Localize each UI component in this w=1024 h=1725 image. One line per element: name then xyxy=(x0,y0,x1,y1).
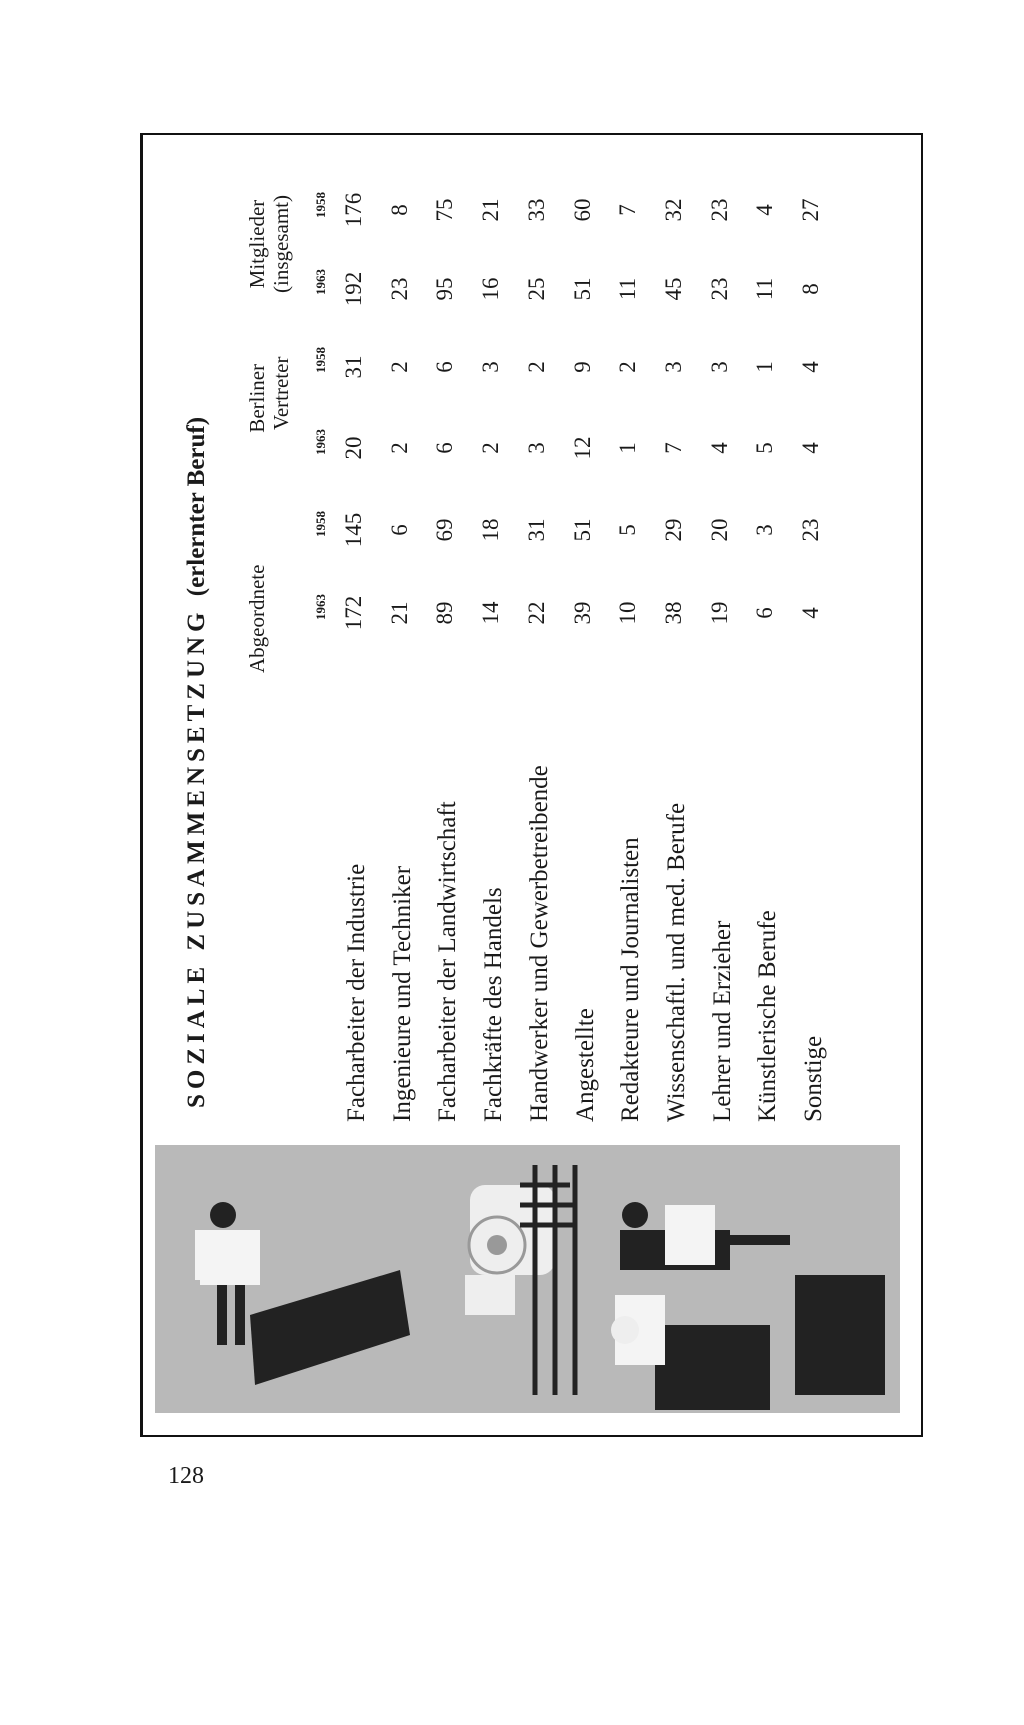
year-3: 1963 xyxy=(313,429,328,455)
row-value: 31 xyxy=(523,518,549,542)
group-line2: (insgesamt) xyxy=(269,195,293,293)
row-value: 2 xyxy=(523,361,549,373)
row-value: 6 xyxy=(386,524,412,536)
year-1: 1963 xyxy=(313,594,328,620)
row-value: 51 xyxy=(569,277,595,301)
row-value: 33 xyxy=(523,198,549,222)
row-value: 45 xyxy=(660,277,686,301)
row-label: Wissenschaftl. und med. Berufe xyxy=(662,802,690,1122)
row-value: 6 xyxy=(432,442,458,454)
group-berliner xyxy=(245,357,293,440)
row-value: 3 xyxy=(523,442,549,454)
row-value: 51 xyxy=(569,518,595,542)
group-mitglieder xyxy=(245,195,293,293)
row-value: 7 xyxy=(660,442,686,454)
row-value: 27 xyxy=(798,198,823,222)
row-value: 4 xyxy=(706,442,732,454)
row-value: 22 xyxy=(523,601,549,625)
row-label: Facharbeiter der Industrie xyxy=(343,863,370,1122)
group-line1: Mitglieder xyxy=(245,199,269,289)
row-value: 89 xyxy=(432,601,458,625)
row-value: 75 xyxy=(432,198,458,222)
row-value: 20 xyxy=(341,436,366,460)
row-label: Sonstige xyxy=(800,1035,827,1122)
row-value: 2 xyxy=(386,361,412,373)
row-value: 6 xyxy=(432,361,458,373)
row-value: 95 xyxy=(432,277,458,301)
page-number: 128 xyxy=(168,1463,204,1489)
row-value: 4 xyxy=(798,607,823,619)
row-value: 4 xyxy=(798,442,823,454)
row-value: 39 xyxy=(569,601,595,625)
row-value: 21 xyxy=(386,601,412,625)
row-value: 19 xyxy=(706,601,732,625)
row-value: 1 xyxy=(615,442,641,454)
row-value: 20 xyxy=(706,518,732,542)
row-value: 23 xyxy=(706,198,732,222)
row-label: Fachkräfte des Handels xyxy=(480,887,508,1122)
row-value: 145 xyxy=(341,512,366,548)
row-value: 3 xyxy=(752,524,778,536)
row-value: 5 xyxy=(615,524,641,536)
row-value: 9 xyxy=(569,361,595,373)
subtitle-text: (erlernter Beruf) xyxy=(183,416,210,597)
title-text: SOZIALE ZUSAMMENSETZUNG xyxy=(183,607,210,1108)
row-value: 18 xyxy=(478,518,504,542)
row-value: 31 xyxy=(341,355,366,379)
row-label: Redakteure und Journalisten xyxy=(617,837,645,1122)
row-value: 5 xyxy=(752,442,778,454)
year-4: 1958 xyxy=(313,347,328,373)
row-value: 7 xyxy=(615,204,641,216)
row-value: 23 xyxy=(798,518,823,542)
row-value: 4 xyxy=(798,361,823,373)
row-value: 11 xyxy=(615,277,641,301)
year-5: 1963 xyxy=(313,269,328,295)
row-value: 172 xyxy=(341,595,366,631)
row-value: 60 xyxy=(569,198,595,222)
row-value: 38 xyxy=(660,601,686,625)
group-line1: Abgeordnete xyxy=(245,564,269,673)
row-value: 2 xyxy=(478,442,504,454)
group-abgeordnete xyxy=(245,565,269,673)
row-value: 69 xyxy=(432,518,458,542)
row-label: Facharbeiter der Landwirtschaft xyxy=(434,801,462,1122)
row-value: 11 xyxy=(752,277,778,301)
row-value: 10 xyxy=(615,601,641,625)
row-value: 8 xyxy=(386,204,412,216)
row-label: Angestellte xyxy=(571,1008,599,1122)
row-value: 4 xyxy=(752,204,778,216)
table-title xyxy=(183,417,211,1108)
row-value: 21 xyxy=(478,198,504,222)
row-value: 12 xyxy=(569,436,595,460)
row-value: 2 xyxy=(615,361,641,373)
row-label: Handwerker und Gewerbetreibende xyxy=(525,765,553,1122)
row-value: 6 xyxy=(752,607,778,619)
year-2: 1958 xyxy=(313,511,328,537)
row-value: 23 xyxy=(706,277,732,301)
group-line2: Vertreter xyxy=(269,356,293,430)
row-value: 176 xyxy=(341,192,366,228)
row-value: 3 xyxy=(478,361,504,373)
row-value: 16 xyxy=(478,277,504,301)
row-value: 192 xyxy=(341,271,366,307)
row-value: 32 xyxy=(660,198,686,222)
row-value: 23 xyxy=(386,277,412,301)
year-6: 1958 xyxy=(313,192,328,218)
row-label: Ingenieure und Techniker xyxy=(388,865,416,1122)
row-value: 3 xyxy=(660,361,686,373)
row-value: 3 xyxy=(706,361,732,373)
row-value: 2 xyxy=(386,442,412,454)
group-line1: Berliner xyxy=(245,363,269,433)
row-value: 1 xyxy=(752,361,778,373)
row-label: Lehrer und Erzieher xyxy=(708,920,736,1122)
row-value: 8 xyxy=(798,283,823,295)
workers-illustration-icon xyxy=(155,1145,900,1413)
row-value: 14 xyxy=(478,601,504,625)
row-value: 25 xyxy=(523,277,549,301)
row-value: 29 xyxy=(660,518,686,542)
row-label: Künstlerische Berufe xyxy=(754,910,782,1122)
